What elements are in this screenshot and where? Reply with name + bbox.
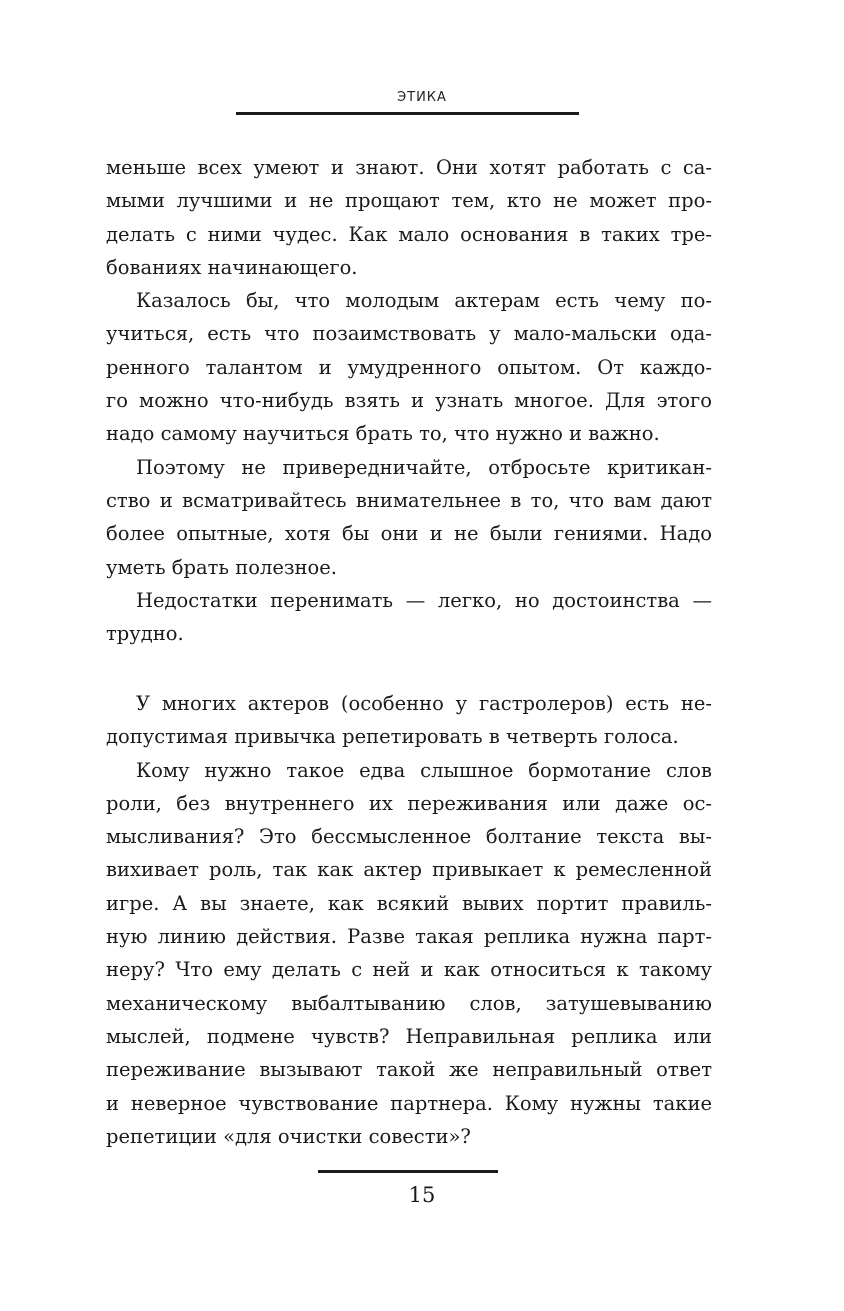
running-head: ЭТИКА	[397, 90, 447, 105]
text-line: вихивает роль, так как актер привыкает к ремесленной	[106, 858, 712, 882]
text-line: и неверное чувствование партнера. Кому нужны такие	[106, 1091, 712, 1115]
text-line: репетиции «для очистки совести»?	[106, 1124, 471, 1148]
text-line: У многих актеров (особенно у гастролеров) есть не-	[136, 692, 712, 715]
text-line: надо самому научиться брать то, что нужно и важно.	[106, 422, 660, 446]
text-line: Казалось бы, что молодым актерам есть чему по-	[136, 289, 712, 313]
text-line: неру? Что ему делать с ней и как относиться к такому	[106, 958, 712, 982]
text-line: бованиях начинающего.	[106, 255, 358, 279]
text-line: ную линию действия. Разве такая реплика нужна парт-	[106, 925, 712, 949]
text-block-1	[106, 151, 712, 650]
text-block-2	[106, 687, 712, 1153]
text-line: механическому выбалтыванию слов, затушевыванию	[106, 991, 712, 1015]
text-line: ренного талантом и умудренного опытом. От каждо-	[106, 355, 712, 379]
header-rule	[236, 112, 579, 115]
text-line: Недостатки перенимать — легко, но достоинства —	[136, 588, 712, 612]
text-line: допустимая привычка репетировать в четверть голоса.	[106, 725, 679, 749]
text-line: роли, без внутреннего их переживания или даже ос-	[106, 791, 712, 815]
text-line: переживание вызывают такой же неправильный ответ	[106, 1058, 712, 1082]
text-line: мыми лучшими и не прощают тем, кто не может про-	[106, 189, 712, 213]
footer-rule	[318, 1170, 498, 1173]
text-line: мыслей, подмене чувств? Неправильная реплика или	[106, 1024, 712, 1048]
text-line: го можно что-нибудь взять и узнать многое. Для этого	[106, 389, 712, 413]
text-line: уметь брать полезное.	[106, 555, 338, 579]
text-line: Поэтому не привередничайте, отбросьте критикан-	[136, 455, 712, 479]
text-line: игре. А вы знаете, как всякий вывих портит правиль-	[106, 891, 712, 915]
text-line: ство и всматривайтесь внимательнее в то, что вам дают	[106, 488, 712, 512]
text-line: трудно.	[106, 622, 184, 646]
text-line: меньше всех умеют и знают. Они хотят работать с са-	[106, 156, 712, 179]
text-line: Кому нужно такое едва слышное бормотание слов	[136, 758, 712, 782]
page-number: 15	[408, 1183, 436, 1207]
text-line: более опытные, хотя бы они и не были гениями. Надо	[106, 522, 712, 546]
text-line: делать с ними чудес. Как мало основания в таких тре-	[106, 222, 712, 246]
text-line: мысливания? Это бессмысленное болтание текста вы-	[106, 825, 712, 849]
text-line: учиться, есть что позаимствовать у мало-мальски ода-	[106, 322, 712, 346]
